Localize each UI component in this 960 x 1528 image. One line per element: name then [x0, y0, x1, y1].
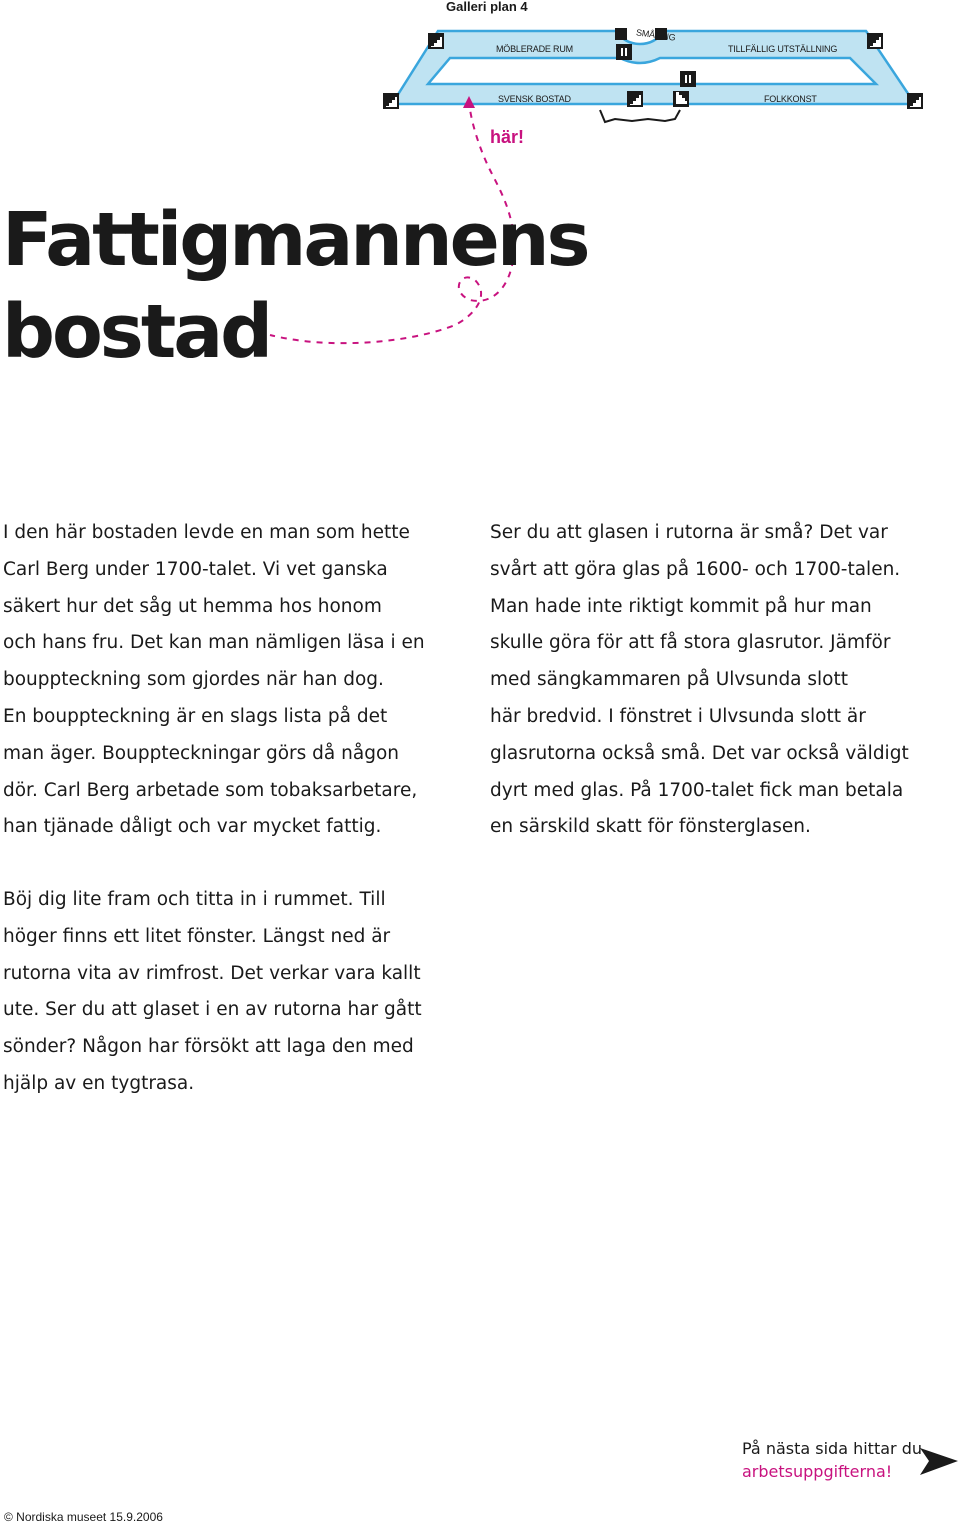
room-label-svensk: SVENSK BOSTAD [498, 94, 571, 104]
text-line: med sängkammaren på Ulvsunda slott [490, 669, 849, 691]
text-line: Man hade inte riktigt kommit på hur man [490, 595, 872, 617]
text-line: man äger. Bouppteckningar görs då någon [3, 742, 399, 764]
title-line-2: bostad [2, 289, 271, 375]
floor-plan-map [0, 0, 960, 140]
arrow-right-icon[interactable] [920, 1444, 960, 1478]
text-line: Böj dig lite fram och titta in i rummet. Till [3, 889, 386, 910]
next-page-line-2: arbetsuppgifterna! [742, 1462, 893, 1481]
page-title [2, 194, 588, 378]
text-line: glasrutorna också små. Det var också väldigt [490, 742, 909, 764]
here-marker-label: här! [490, 127, 525, 147]
text-line: säkert hur det såg ut hemma hos honom [3, 595, 382, 617]
text-line: Ser du att glasen i rutorna är små? Det var [490, 522, 888, 543]
copyright-footer: © Nordiska museet 15.9.2006 [4, 1510, 163, 1524]
text-line: svårt att göra glas på 1600- och 1700-talen. [490, 558, 901, 580]
map-title: Galleri plan 4 [446, 0, 528, 14]
bottom-paragraph-text [3, 882, 422, 1103]
left-column-text [3, 515, 425, 846]
text-line: hjälp av en tygtrasa. [3, 1072, 195, 1094]
text-line: Carl Berg under 1700-talet. Vi vet ganska [3, 558, 388, 580]
text-line: rutorna vita av rimfrost. Det verkar vara kallt [3, 962, 421, 984]
room-label-smating: SMÅTING [635, 27, 677, 43]
room-label-folkkonst: FOLKKONST [764, 94, 817, 104]
entrance-wall [600, 110, 680, 122]
text-line: höger finns ett litet fönster. Längst ned är [3, 925, 391, 947]
text-line: sönder? Någon har försökt att laga den med [3, 1036, 414, 1058]
gallery-corridor [392, 31, 915, 104]
room-label-mobler: MÖBLERADE RUM [496, 44, 573, 54]
next-page-hint[interactable] [742, 1437, 922, 1483]
text-line: dyrt med glas. På 1700-talet fick man betala [490, 779, 904, 801]
right-column-text [490, 515, 909, 846]
text-line: och hans fru. Det kan man nämligen läsa i en [3, 632, 425, 654]
text-line: bouppteckning som gjordes när han dog. [3, 669, 384, 691]
text-line: I den här bostaden levde en man som hette [3, 522, 410, 543]
title-line-1: Fattigmannens [2, 197, 588, 283]
text-line: En bouppteckning är en slags lista på det [3, 705, 388, 727]
text-line: dör. Carl Berg arbetade som tobaksarbetare, [3, 779, 418, 801]
next-page-line-1: På nästa sida hittar du [742, 1439, 922, 1458]
text-line: han tjänade dåligt och var mycket fattig. [3, 816, 382, 838]
room-label-tillfallig: TILLFÄLLIG UTSTÄLLNING [728, 44, 838, 54]
text-line: här bredvid. I fönstret i Ulvsunda slott är [490, 705, 866, 727]
text-line: ute. Ser du att glaset i en av rutorna har gått [3, 999, 422, 1021]
text-line: en särskild skatt för fönsterglasen. [490, 816, 811, 838]
text-line: skulle göra för att få stora glasrutor. Jämför [490, 632, 891, 654]
